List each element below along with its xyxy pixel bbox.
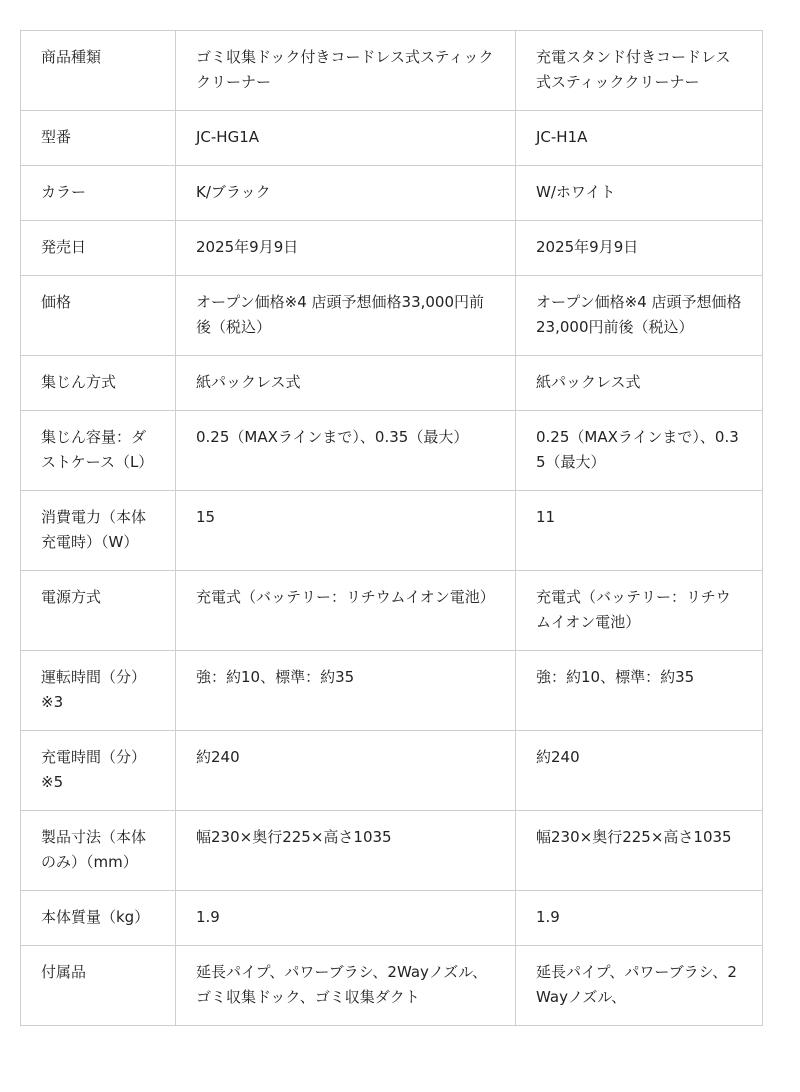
model-a-value: 約240 — [176, 731, 516, 811]
row-label: カラー — [21, 166, 176, 221]
model-a-value: JC-HG1A — [176, 111, 516, 166]
model-a-value: 強：約10、標準：約35 — [176, 651, 516, 731]
table-row — [21, 651, 763, 731]
row-label: 集じん方式 — [21, 356, 176, 411]
model-b-value: 充電スタンド付きコードレス式スティッククリーナー — [516, 31, 763, 111]
model-a-value: 幅230×奥行225×高さ1035 — [176, 811, 516, 891]
model-b-value: 約240 — [516, 731, 763, 811]
model-a-value: 0.25（MAXラインまで）、0.35（最大） — [176, 411, 516, 491]
table-row — [21, 411, 763, 491]
model-b-value: 紙パックレス式 — [516, 356, 763, 411]
row-label: 製品寸法（本体のみ）（mm） — [21, 811, 176, 891]
table-row — [21, 891, 763, 946]
model-b-value: 0.25（MAXラインまで）、0.35（最大） — [516, 411, 763, 491]
model-b-value: 11 — [516, 491, 763, 571]
model-a-value: 15 — [176, 491, 516, 571]
row-label: 型番 — [21, 111, 176, 166]
model-a-value: ゴミ収集ドック付きコードレス式スティッククリーナー — [176, 31, 516, 111]
table-row — [21, 31, 763, 111]
table-row — [21, 731, 763, 811]
row-label: 商品種類 — [21, 31, 176, 111]
model-b-value: 延長パイプ、パワーブラシ、2Wayノズル、 — [516, 946, 763, 1026]
model-b-value: 2025年9月9日 — [516, 221, 763, 276]
table-row — [21, 811, 763, 891]
row-label: 本体質量（kg） — [21, 891, 176, 946]
model-a-value: オープン価格※4 店頭予想価格33,000円前後（税込） — [176, 276, 516, 356]
table-row — [21, 111, 763, 166]
row-label: 運転時間（分）※3 — [21, 651, 176, 731]
table-row — [21, 946, 763, 1026]
model-a-value: 紙パックレス式 — [176, 356, 516, 411]
model-b-value: W/ホワイト — [516, 166, 763, 221]
table-row — [21, 221, 763, 276]
row-label: 消費電力（本体充電時）（W） — [21, 491, 176, 571]
table-row — [21, 491, 763, 571]
model-a-value: K/ブラック — [176, 166, 516, 221]
row-label: 発売日 — [21, 221, 176, 276]
model-b-value: 強：約10、標準：約35 — [516, 651, 763, 731]
spec-table — [20, 30, 763, 1026]
model-a-value: 充電式（バッテリー：リチウムイオン電池） — [176, 571, 516, 651]
model-b-value: 充電式（バッテリー：リチウムイオン電池） — [516, 571, 763, 651]
table-row — [21, 276, 763, 356]
model-b-value: 幅230×奥行225×高さ1035 — [516, 811, 763, 891]
table-row — [21, 166, 763, 221]
model-b-value: JC-H1A — [516, 111, 763, 166]
table-row — [21, 571, 763, 651]
model-b-value: オープン価格※4 店頭予想価格23,000円前後（税込） — [516, 276, 763, 356]
model-a-value: 延長パイプ、パワーブラシ、2Wayノズル、ゴミ収集ドック、ゴミ収集ダクト — [176, 946, 516, 1026]
row-label: 充電時間（分）※5 — [21, 731, 176, 811]
model-a-value: 2025年9月9日 — [176, 221, 516, 276]
model-a-value: 1.9 — [176, 891, 516, 946]
row-label: 付属品 — [21, 946, 176, 1026]
row-label: 価格 — [21, 276, 176, 356]
row-label: 集じん容量：ダストケース（L） — [21, 411, 176, 491]
row-label: 電源方式 — [21, 571, 176, 651]
model-b-value: 1.9 — [516, 891, 763, 946]
table-row — [21, 356, 763, 411]
